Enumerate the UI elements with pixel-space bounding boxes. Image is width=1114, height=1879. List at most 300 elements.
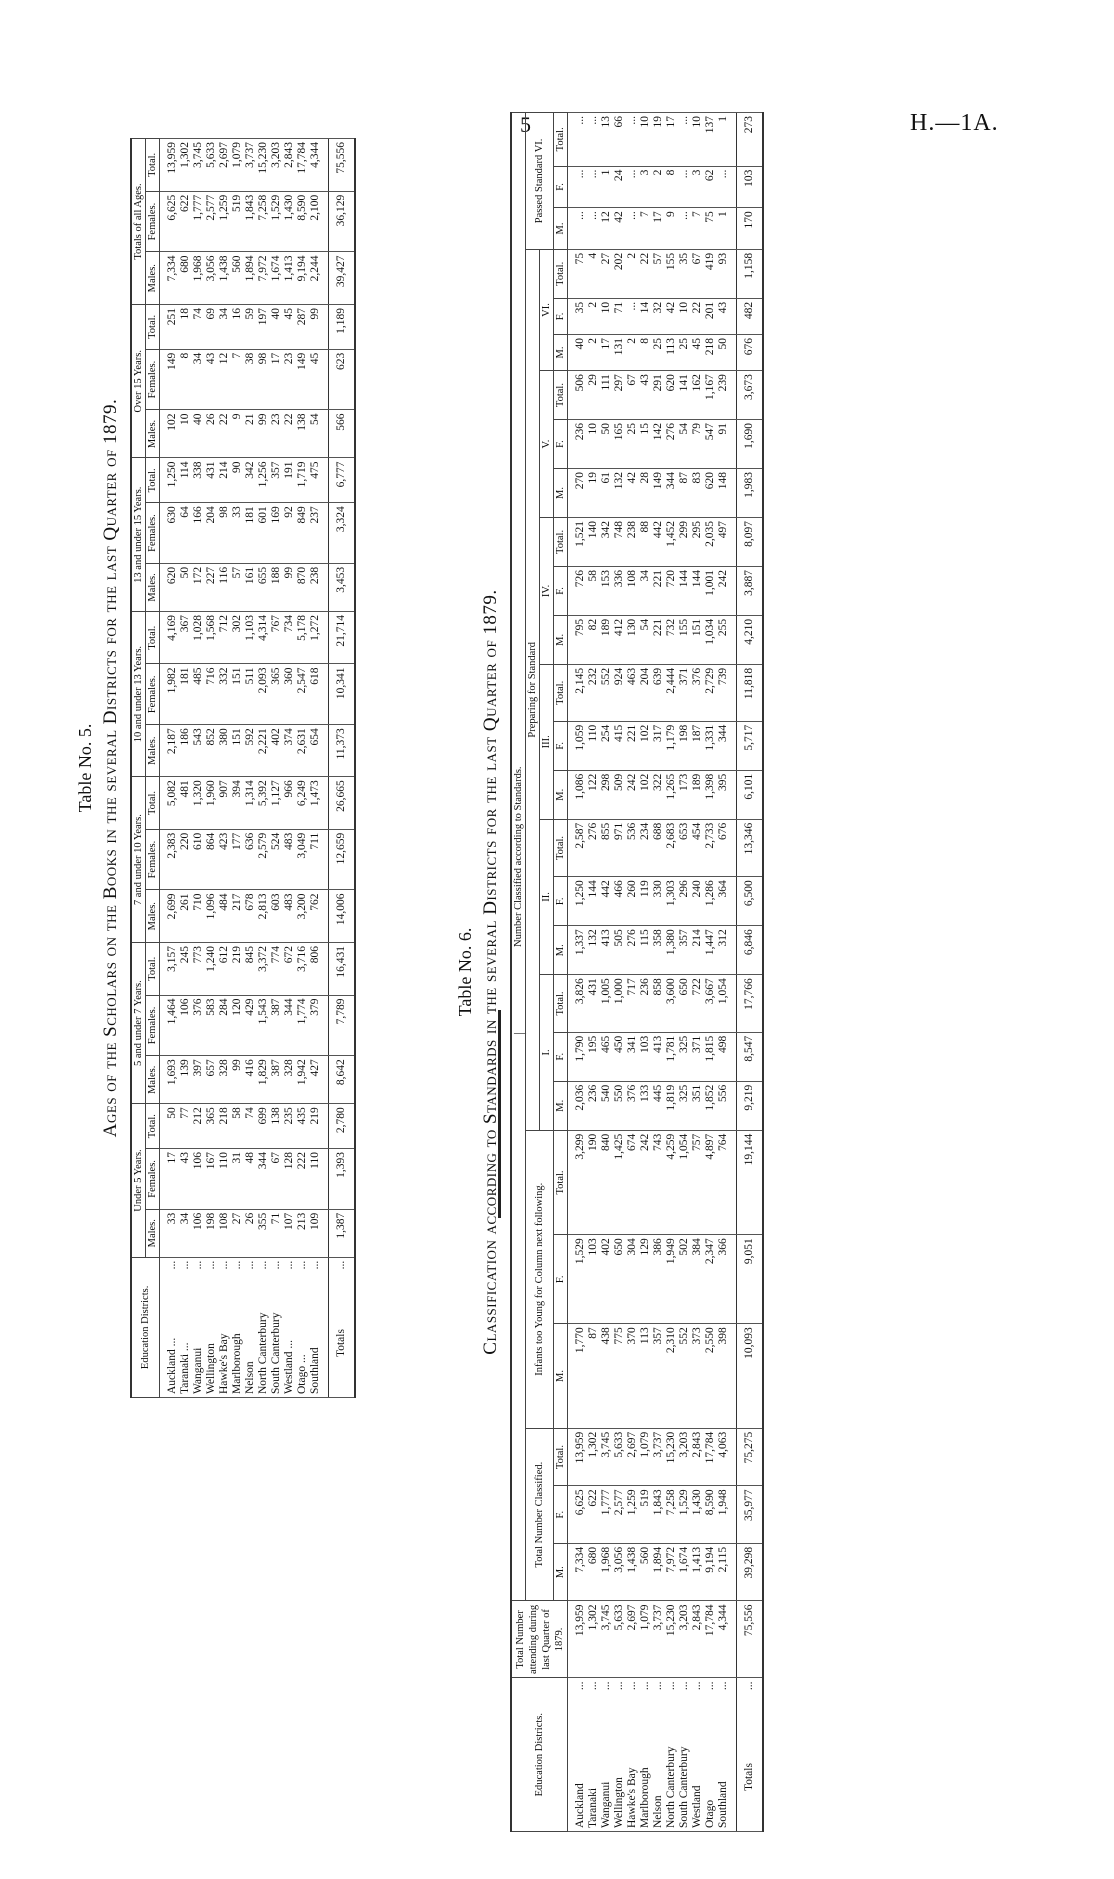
table-cell: 254 bbox=[600, 721, 613, 770]
table-cell: 924 bbox=[613, 664, 626, 721]
table-cell: 15,230 bbox=[257, 139, 270, 192]
leader-dots: ... bbox=[717, 1678, 737, 1701]
table-cell: 466 bbox=[613, 877, 626, 926]
totals-cell: 3,887 bbox=[737, 566, 764, 615]
table-cell: 2,697 bbox=[626, 1428, 639, 1486]
leader-dots: ... bbox=[626, 1678, 639, 1701]
table-cell: 236 bbox=[587, 1081, 600, 1130]
totals-cell: 6,500 bbox=[737, 877, 764, 926]
table-cell: 748 bbox=[613, 517, 626, 566]
totals-cell: 39,427 bbox=[329, 252, 356, 305]
table-cell: 325 bbox=[678, 1081, 691, 1130]
page-number: 5 bbox=[520, 112, 531, 137]
leader-dots: ... bbox=[244, 1257, 257, 1278]
table-cell: 358 bbox=[652, 926, 665, 975]
table-cell: 1,314 bbox=[244, 777, 257, 830]
col-sub-header: Females. bbox=[146, 191, 160, 252]
table-cell: 153 bbox=[600, 566, 613, 615]
table-cell: 328 bbox=[283, 1056, 296, 1104]
table-cell: 7 bbox=[691, 208, 704, 250]
table-cell: 552 bbox=[600, 664, 613, 721]
table-cell: 7,334 bbox=[568, 1543, 588, 1601]
table-cell: 3,203 bbox=[678, 1601, 691, 1678]
totals-cell: 7,789 bbox=[329, 995, 356, 1056]
table-cell: 291 bbox=[652, 371, 665, 420]
table-cell: 240 bbox=[691, 877, 704, 926]
col-sub-header: M. bbox=[554, 770, 568, 819]
table-cell: 2,843 bbox=[283, 139, 296, 192]
table-cell: 140 bbox=[587, 517, 600, 566]
district-name: Wanganui bbox=[192, 1278, 205, 1398]
table-cell: 12 bbox=[218, 349, 231, 410]
table-cell: 1,272 bbox=[309, 611, 329, 664]
district-name: Westland bbox=[691, 1700, 704, 1831]
table-cell: 3 bbox=[691, 166, 704, 208]
table-cell: 7,334 bbox=[160, 252, 180, 305]
table-cell: 3,157 bbox=[160, 943, 180, 996]
table-cell: 23 bbox=[283, 349, 296, 410]
table-cell: 739 bbox=[717, 664, 737, 721]
table-cell: 122 bbox=[587, 770, 600, 819]
col-sub-header: Total. bbox=[554, 1428, 568, 1486]
table-cell: 330 bbox=[652, 877, 665, 926]
table-cell: 2,444 bbox=[665, 664, 678, 721]
table-cell: 138 bbox=[296, 410, 309, 458]
table-cell: 40 bbox=[192, 410, 205, 458]
table-cell: 2,843 bbox=[691, 1428, 704, 1486]
leader-dots: ... bbox=[639, 1678, 652, 1701]
district-name: Otago bbox=[704, 1700, 717, 1831]
table-cell: 1,079 bbox=[639, 1428, 652, 1486]
table-cell: 636 bbox=[244, 829, 257, 890]
totals-cell: 21,714 bbox=[329, 611, 356, 664]
table-cell: 1,438 bbox=[626, 1543, 639, 1601]
col-group-header: 10 and under 13 Years. bbox=[131, 611, 146, 776]
totals-cell: 75,275 bbox=[737, 1428, 764, 1486]
table-cell: 722 bbox=[691, 975, 704, 1033]
totals-cell: 8,642 bbox=[329, 1056, 356, 1104]
table-cell: 212 bbox=[192, 1104, 205, 1149]
table-cell: 852 bbox=[205, 725, 218, 777]
totals-cell: 103 bbox=[737, 166, 764, 208]
totals-cell: 36,129 bbox=[329, 191, 356, 252]
table-cell: 423 bbox=[218, 829, 231, 890]
col-sub-header: Total. bbox=[554, 517, 568, 566]
table-cell: 1,790 bbox=[568, 1032, 588, 1081]
table-cell: 397 bbox=[192, 1056, 205, 1104]
table-cell: 1,059 bbox=[568, 721, 588, 770]
table-cell: 149 bbox=[296, 349, 309, 410]
table-cell: 48 bbox=[244, 1149, 257, 1210]
table-row bbox=[691, 113, 704, 1832]
table-cell: 242 bbox=[639, 1130, 652, 1235]
table-cell: 9,194 bbox=[704, 1543, 717, 1601]
table-cell: 144 bbox=[691, 566, 704, 615]
table-cell: 17 bbox=[270, 349, 283, 410]
col-header-standard: IV. bbox=[540, 517, 554, 664]
table-cell: 1,982 bbox=[160, 664, 180, 725]
table-cell: 141 bbox=[678, 371, 691, 420]
table-cell: 336 bbox=[613, 566, 626, 615]
table-cell: 13,959 bbox=[160, 139, 180, 192]
table-cell: 371 bbox=[678, 664, 691, 721]
col-sub-header: F. bbox=[554, 166, 568, 208]
table-cell: 5,633 bbox=[205, 139, 218, 192]
col-sub-header: Total. bbox=[554, 249, 568, 298]
table-cell: 688 bbox=[652, 819, 665, 877]
table-cell: 734 bbox=[283, 611, 296, 664]
table-cell: 22 bbox=[691, 298, 704, 334]
col-sub-header: Males. bbox=[146, 410, 160, 458]
table6-heading bbox=[452, 112, 504, 1832]
col-sub-header: Males. bbox=[146, 1056, 160, 1104]
table-cell: 10 bbox=[600, 298, 613, 334]
table-cell: 1,005 bbox=[600, 975, 613, 1033]
table-cell: 630 bbox=[160, 503, 180, 564]
table-cell: 19 bbox=[587, 469, 600, 518]
table-cell: 849 bbox=[296, 503, 309, 564]
table-cell: 1,774 bbox=[296, 995, 309, 1056]
col-sub-header: Females. bbox=[146, 995, 160, 1056]
table-cell: 1,521 bbox=[568, 517, 588, 566]
table-cell: 1,179 bbox=[665, 721, 678, 770]
table-cell: 5,178 bbox=[296, 611, 309, 664]
col-sub-header: Total. bbox=[146, 611, 160, 664]
table-cell: 15,230 bbox=[665, 1428, 678, 1486]
table-cell: 1,948 bbox=[717, 1486, 737, 1544]
table-cell: 64 bbox=[179, 503, 192, 564]
table-row bbox=[231, 139, 244, 1398]
col-sub-header: M. bbox=[554, 1543, 568, 1601]
table-cell: 54 bbox=[309, 410, 329, 458]
table-row bbox=[652, 113, 665, 1832]
table-cell: 342 bbox=[244, 458, 257, 503]
table-cell: 38 bbox=[244, 349, 257, 410]
table-cell: 1,777 bbox=[192, 191, 205, 252]
totals-cell: ... bbox=[737, 1678, 764, 1701]
district-name: Marlborough bbox=[231, 1278, 244, 1398]
table-cell: 365 bbox=[205, 1104, 218, 1149]
district-name: North Canterbury bbox=[257, 1278, 270, 1398]
table-cell: 431 bbox=[587, 975, 600, 1033]
table-cell: 1,425 bbox=[613, 1130, 626, 1235]
totals-cell: 3,673 bbox=[737, 371, 764, 420]
table-cell: 622 bbox=[179, 191, 192, 252]
table-cell: 762 bbox=[309, 890, 329, 943]
table-cell: ... bbox=[568, 166, 588, 208]
table-cell: 166 bbox=[192, 503, 205, 564]
col-header-infants: Infants too Young for Column next following. bbox=[526, 1130, 554, 1428]
table-cell: 845 bbox=[244, 943, 257, 996]
table-cell: 429 bbox=[244, 995, 257, 1056]
table-cell: 1,829 bbox=[257, 1056, 270, 1104]
table-cell: 622 bbox=[587, 1486, 600, 1544]
table-cell: 1,079 bbox=[231, 139, 244, 192]
table-cell: 1,568 bbox=[205, 611, 218, 664]
table-cell: 82 bbox=[587, 615, 600, 664]
table-cell: ... bbox=[626, 113, 639, 167]
table-cell: 380 bbox=[218, 725, 231, 777]
table-cell: 9 bbox=[231, 410, 244, 458]
col-sub-header: M. bbox=[554, 469, 568, 518]
leader-dots: ... bbox=[218, 1257, 231, 1278]
table-cell: 620 bbox=[160, 563, 180, 611]
table-cell: 1,968 bbox=[192, 252, 205, 305]
table-cell: 221 bbox=[652, 566, 665, 615]
table-cell: 601 bbox=[257, 503, 270, 564]
table-cell: 620 bbox=[665, 371, 678, 420]
table-cell: 2,577 bbox=[613, 1486, 626, 1544]
table-cell: 560 bbox=[639, 1543, 652, 1601]
table-cell: 219 bbox=[309, 1104, 329, 1149]
table-cell: 190 bbox=[587, 1130, 600, 1235]
table-cell: 583 bbox=[205, 995, 218, 1056]
table-cell: 213 bbox=[296, 1209, 309, 1257]
table-row bbox=[613, 113, 626, 1832]
table-cell: 711 bbox=[309, 829, 329, 890]
totals-cell: 75,556 bbox=[737, 1601, 764, 1678]
col-header-standard: V. bbox=[540, 371, 554, 518]
table-cell: 299 bbox=[678, 517, 691, 566]
table-cell: 116 bbox=[218, 563, 231, 611]
table-cell: 1,398 bbox=[704, 770, 717, 819]
totals-cell: 1,690 bbox=[737, 420, 764, 469]
col-sub-header: M. bbox=[554, 208, 568, 250]
col-header-total-classified: Total Number Classified. bbox=[526, 1428, 554, 1601]
table-row bbox=[587, 113, 600, 1832]
table-cell: 317 bbox=[652, 721, 665, 770]
table-cell: 1,843 bbox=[244, 191, 257, 252]
table-cell: 680 bbox=[179, 252, 192, 305]
table-cell: 15 bbox=[639, 420, 652, 469]
table-cell: 103 bbox=[587, 1235, 600, 1324]
table-cell: 13 bbox=[600, 113, 613, 167]
table-cell: 442 bbox=[600, 877, 613, 926]
table-cell: 8,590 bbox=[704, 1486, 717, 1544]
table-cell: 102 bbox=[639, 770, 652, 819]
table-cell: 12 bbox=[600, 208, 613, 250]
totals-cell: 39,298 bbox=[737, 1543, 764, 1601]
col-sub-header: Males. bbox=[146, 725, 160, 777]
table-cell: 463 bbox=[626, 664, 639, 721]
table-cell: 7,972 bbox=[257, 252, 270, 305]
table-cell: 222 bbox=[296, 1149, 309, 1210]
table-cell: 110 bbox=[587, 721, 600, 770]
table-cell: 620 bbox=[704, 469, 717, 518]
table-cell: 131 bbox=[613, 334, 626, 370]
table-cell: 4,344 bbox=[309, 139, 329, 192]
table-cell: 110 bbox=[218, 1149, 231, 1210]
table-cell: 59 bbox=[244, 305, 257, 350]
table-cell: 270 bbox=[568, 469, 588, 518]
table-cell: 524 bbox=[270, 829, 283, 890]
table-cell: 699 bbox=[257, 1104, 270, 1149]
table-cell: 2,115 bbox=[717, 1543, 737, 1601]
table-cell: 4,897 bbox=[704, 1130, 717, 1235]
table-cell: 3,600 bbox=[665, 975, 678, 1033]
col-sub-header: M. bbox=[554, 1081, 568, 1130]
table-cell: 1,430 bbox=[283, 191, 296, 252]
table-cell: 4 bbox=[587, 249, 600, 298]
table-cell: 14 bbox=[639, 298, 652, 334]
table-cell: 218 bbox=[218, 1104, 231, 1149]
table-cell: 376 bbox=[691, 664, 704, 721]
table-cell: 2,383 bbox=[160, 829, 180, 890]
table-cell: 1,302 bbox=[179, 139, 192, 192]
table-cell: 364 bbox=[717, 877, 737, 926]
table-cell: 66 bbox=[613, 113, 626, 167]
table-cell: 3,745 bbox=[600, 1601, 613, 1678]
table-cell: 1,777 bbox=[600, 1486, 613, 1544]
document-code: H.—1A. bbox=[910, 110, 999, 136]
table-cell: 197 bbox=[257, 305, 270, 350]
table-cell: 1,413 bbox=[283, 252, 296, 305]
table-cell: 2,550 bbox=[704, 1324, 717, 1429]
table-cell: 103 bbox=[639, 1032, 652, 1081]
table-cell: 102 bbox=[160, 410, 180, 458]
table-cell: 114 bbox=[179, 458, 192, 503]
table-cell: 1,250 bbox=[568, 877, 588, 926]
table-cell: 1,259 bbox=[218, 191, 231, 252]
table-cell: 25 bbox=[652, 334, 665, 370]
table5-title: Ages of the Scholars on the Books in the several Districts for the last Quarter of 1879. bbox=[100, 398, 121, 1138]
table-cell: 54 bbox=[678, 420, 691, 469]
table-cell: 413 bbox=[652, 1032, 665, 1081]
table-cell: 33 bbox=[160, 1209, 180, 1257]
table-cell: 1,079 bbox=[639, 1601, 652, 1678]
table-cell: 142 bbox=[652, 420, 665, 469]
table-cell: 2,244 bbox=[309, 252, 329, 305]
district-name: Westland ... bbox=[283, 1278, 296, 1398]
table-row bbox=[218, 139, 231, 1398]
leader-dots: ... bbox=[704, 1678, 717, 1701]
table-cell: 357 bbox=[270, 458, 283, 503]
table-cell: 74 bbox=[244, 1104, 257, 1149]
district-name: Hawke's Bay bbox=[626, 1700, 639, 1831]
table-cell: 261 bbox=[179, 890, 192, 943]
table-cell: 236 bbox=[568, 420, 588, 469]
col-sub-header: F. bbox=[554, 877, 568, 926]
table-cell: 475 bbox=[309, 458, 329, 503]
table-cell: 2 bbox=[626, 249, 639, 298]
leader-dots: ... bbox=[160, 1257, 180, 1278]
table-cell: 245 bbox=[179, 943, 192, 996]
table-cell: 2 bbox=[587, 334, 600, 370]
district-name: Southland bbox=[309, 1278, 329, 1398]
table-cell: 328 bbox=[218, 1056, 231, 1104]
table-cell: 398 bbox=[717, 1324, 737, 1429]
table-cell: 1,968 bbox=[600, 1543, 613, 1601]
table-cell: 5,633 bbox=[613, 1601, 626, 1678]
totals-cell: 12,659 bbox=[329, 829, 356, 890]
table-cell: 74 bbox=[192, 305, 205, 350]
table-cell: 344 bbox=[717, 721, 737, 770]
table-cell: ... bbox=[626, 298, 639, 334]
table-cell: 220 bbox=[179, 829, 192, 890]
table-cell: 236 bbox=[639, 975, 652, 1033]
table-cell: 387 bbox=[270, 995, 283, 1056]
col-group-header: 13 and under 15 Years. bbox=[131, 458, 146, 611]
table-cell: 1,096 bbox=[205, 890, 218, 943]
table-cell: 13,959 bbox=[568, 1601, 588, 1678]
table-cell: 1,054 bbox=[717, 975, 737, 1033]
table-cell: 108 bbox=[218, 1209, 231, 1257]
table-cell: 1,167 bbox=[704, 371, 717, 420]
table-cell: 511 bbox=[244, 664, 257, 725]
table-cell: ... bbox=[626, 166, 639, 208]
table-cell: 43 bbox=[639, 371, 652, 420]
table-cell: 237 bbox=[309, 503, 329, 564]
col-header-district: Education Districts. bbox=[511, 1678, 568, 1832]
table-cell: 3,200 bbox=[296, 890, 309, 943]
table-cell: 108 bbox=[626, 566, 639, 615]
table-cell: 1,240 bbox=[205, 943, 218, 996]
table6-title: Classification according to Standards in the several Districts for the last Quarter of 1879. bbox=[480, 589, 501, 1355]
table-cell: 3,737 bbox=[652, 1601, 665, 1678]
table-cell: 450 bbox=[613, 1032, 626, 1081]
col-header-standard: VI. bbox=[540, 249, 554, 370]
table-cell: 1,770 bbox=[568, 1324, 588, 1429]
table-cell: 6,625 bbox=[568, 1486, 588, 1544]
table-cell: 1,028 bbox=[192, 611, 205, 664]
table-cell: 907 bbox=[218, 777, 231, 830]
district-name: South Canterbury bbox=[270, 1278, 283, 1398]
table-cell: 5,392 bbox=[257, 777, 270, 830]
totals-cell: 4,210 bbox=[737, 615, 764, 664]
table-cell: 483 bbox=[283, 890, 296, 943]
table-cell: 148 bbox=[717, 469, 737, 518]
table-cell: 165 bbox=[613, 420, 626, 469]
leader-dots: ... bbox=[257, 1257, 270, 1278]
table-cell: 251 bbox=[160, 305, 180, 350]
table-cell: 2,347 bbox=[704, 1235, 717, 1324]
table-cell: 191 bbox=[283, 458, 296, 503]
table-cell: ... bbox=[587, 113, 600, 167]
district-name: Marlborough bbox=[639, 1700, 652, 1831]
table-cell: 1,815 bbox=[704, 1032, 717, 1081]
table-cell: 560 bbox=[231, 252, 244, 305]
col-sub-header: Total. bbox=[554, 975, 568, 1033]
table-cell: 550 bbox=[613, 1081, 626, 1130]
table-row bbox=[257, 139, 270, 1398]
table-cell: 767 bbox=[270, 611, 283, 664]
table-cell: 1,302 bbox=[587, 1428, 600, 1486]
table-row bbox=[639, 113, 652, 1832]
table-cell: 21 bbox=[244, 410, 257, 458]
table-cell: 34 bbox=[218, 305, 231, 350]
district-name: Wellington bbox=[613, 1700, 626, 1831]
totals-cell: 14,006 bbox=[329, 890, 356, 943]
table-cell: 106 bbox=[179, 995, 192, 1056]
table-cell: 3,203 bbox=[270, 139, 283, 192]
table-cell: 1,127 bbox=[270, 777, 283, 830]
table-cell: 536 bbox=[626, 819, 639, 877]
col-sub-header: Total. bbox=[554, 664, 568, 721]
table-cell: 1,852 bbox=[704, 1081, 717, 1130]
table-cell: 1,302 bbox=[587, 1601, 600, 1678]
district-name: Otago ... bbox=[296, 1278, 309, 1398]
table-cell: 2,577 bbox=[205, 191, 218, 252]
table-cell: 1,320 bbox=[192, 777, 205, 830]
table-cell: 395 bbox=[717, 770, 737, 819]
table-cell: 365 bbox=[270, 664, 283, 725]
table-cell: 7 bbox=[231, 349, 244, 410]
table-cell: 8 bbox=[179, 349, 192, 410]
leader-dots: ... bbox=[678, 1678, 691, 1701]
table-cell: 1,430 bbox=[691, 1486, 704, 1544]
table-cell: 204 bbox=[205, 503, 218, 564]
table-cell: 454 bbox=[691, 819, 704, 877]
